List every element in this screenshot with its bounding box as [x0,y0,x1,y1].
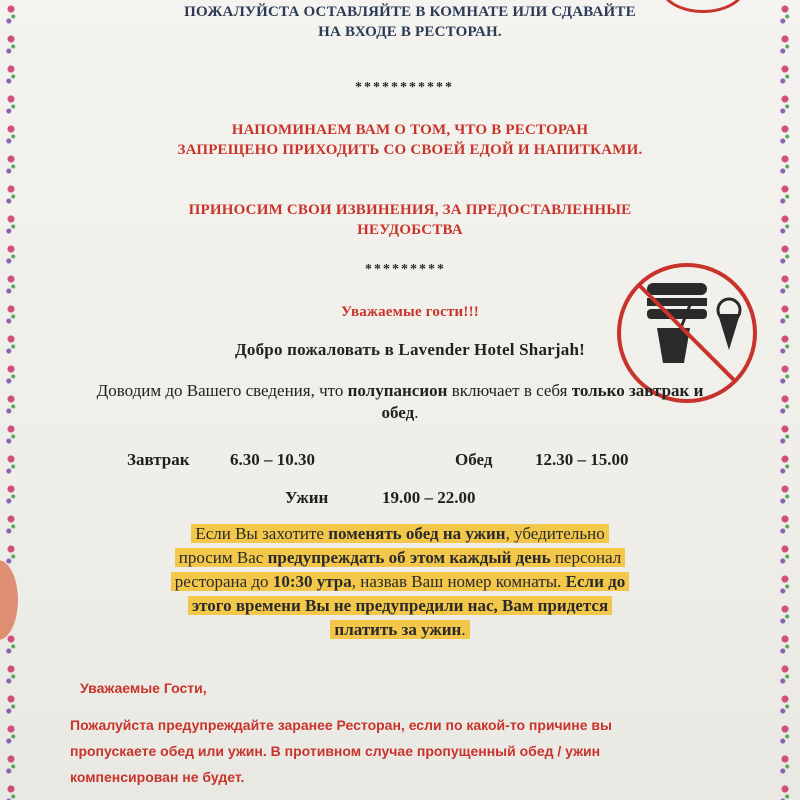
half-board-info [95,380,705,424]
note-line-3: компенсирован не будет. [70,769,245,785]
notice-top [60,2,760,42]
separator-2: ********* [365,262,446,277]
info-text-2: включает в себя [447,381,572,400]
notice-top-line-2: НА ВХОДЕ В РЕСТОРАН. [318,24,502,40]
hl-bold-5: этого времени Вы не предупредили нас, Вам придется [191,596,609,615]
lunch-to-dinner-warning [95,522,705,642]
dinner-label: Ужин [285,488,329,507]
reminder [60,120,760,160]
guests-heading: Уважаемые Гости, [80,680,207,696]
welcome-line: Добро пожаловать в Lavender Hotel Sharjah! [235,340,585,359]
info-bold-1: полупансион [347,381,448,400]
hl-bold-4: Если до [565,572,626,591]
hl-text-6: , назвав Ваш номер комнаты. [351,572,566,591]
hl-text-3: просим Вас [178,548,268,567]
hl-text-1: Если Вы захотите [195,524,329,543]
hl-bold-3: 10:30 утра [272,572,352,591]
info-text-1: Доводим до Вашего сведения, что [96,381,348,400]
info-text-3: . [414,403,419,422]
apology-line-1: ПРИНОСИМ СВОИ ИЗВИНЕНИЯ, ЗА ПРЕДОСТАВЛЕННЫЕ [188,202,632,218]
note-line-1: Пожалуйста предупреждайте заранее Ресторан, если по какой-то причине вы [70,717,612,733]
note-line-2: пропускаете обед или ужин. В противном случае пропущенный обед / ужин [70,743,601,759]
lunch-label: Обед [455,450,493,469]
info-bold-2: только завтрак и обед [381,381,704,422]
hl-text-2: , убедительно [505,524,605,543]
notice-top-line-1: ПОЖАЛУЙСТА ОСТАВЛЯЙТЕ В КОМНАТЕ ИЛИ СДАВАЙТЕ [184,4,636,20]
breakfast-time: 6.30 – 10.30 [230,450,315,469]
hl-bold-6: платить за ужин [334,620,462,639]
apology-line-2: НЕУДОБСТВА [357,222,463,238]
breakfast-label: Завтрак [127,450,190,469]
lunch-time: 12.30 – 15.00 [535,450,629,469]
decorative-border-left [0,0,26,800]
greeting: Уважаемые гости!!! [341,304,479,320]
hl-bold-1: поменять обед на ужин [328,524,506,543]
dinner-time: 19.00 – 22.00 [382,488,476,507]
separator-1: *********** [355,80,454,95]
hl-bold-2: предупреждать об этом каждый день [267,548,551,567]
hl-text-7: . [461,620,466,639]
apology [60,200,760,240]
decorative-border-right [774,0,800,800]
reminder-line-1: НАПОМИНАЕМ ВАМ О ТОМ, ЧТО В РЕСТОРАН [231,122,589,138]
missed-meal-note [70,712,770,790]
hl-text-5: ресторана до [174,572,273,591]
hl-text-4: персонал [550,548,622,567]
reminder-line-2: ЗАПРЕЩЕНО ПРИХОДИТЬ СО СВОЕЙ ЕДОЙ И НАПИТКАМИ. [177,142,643,158]
